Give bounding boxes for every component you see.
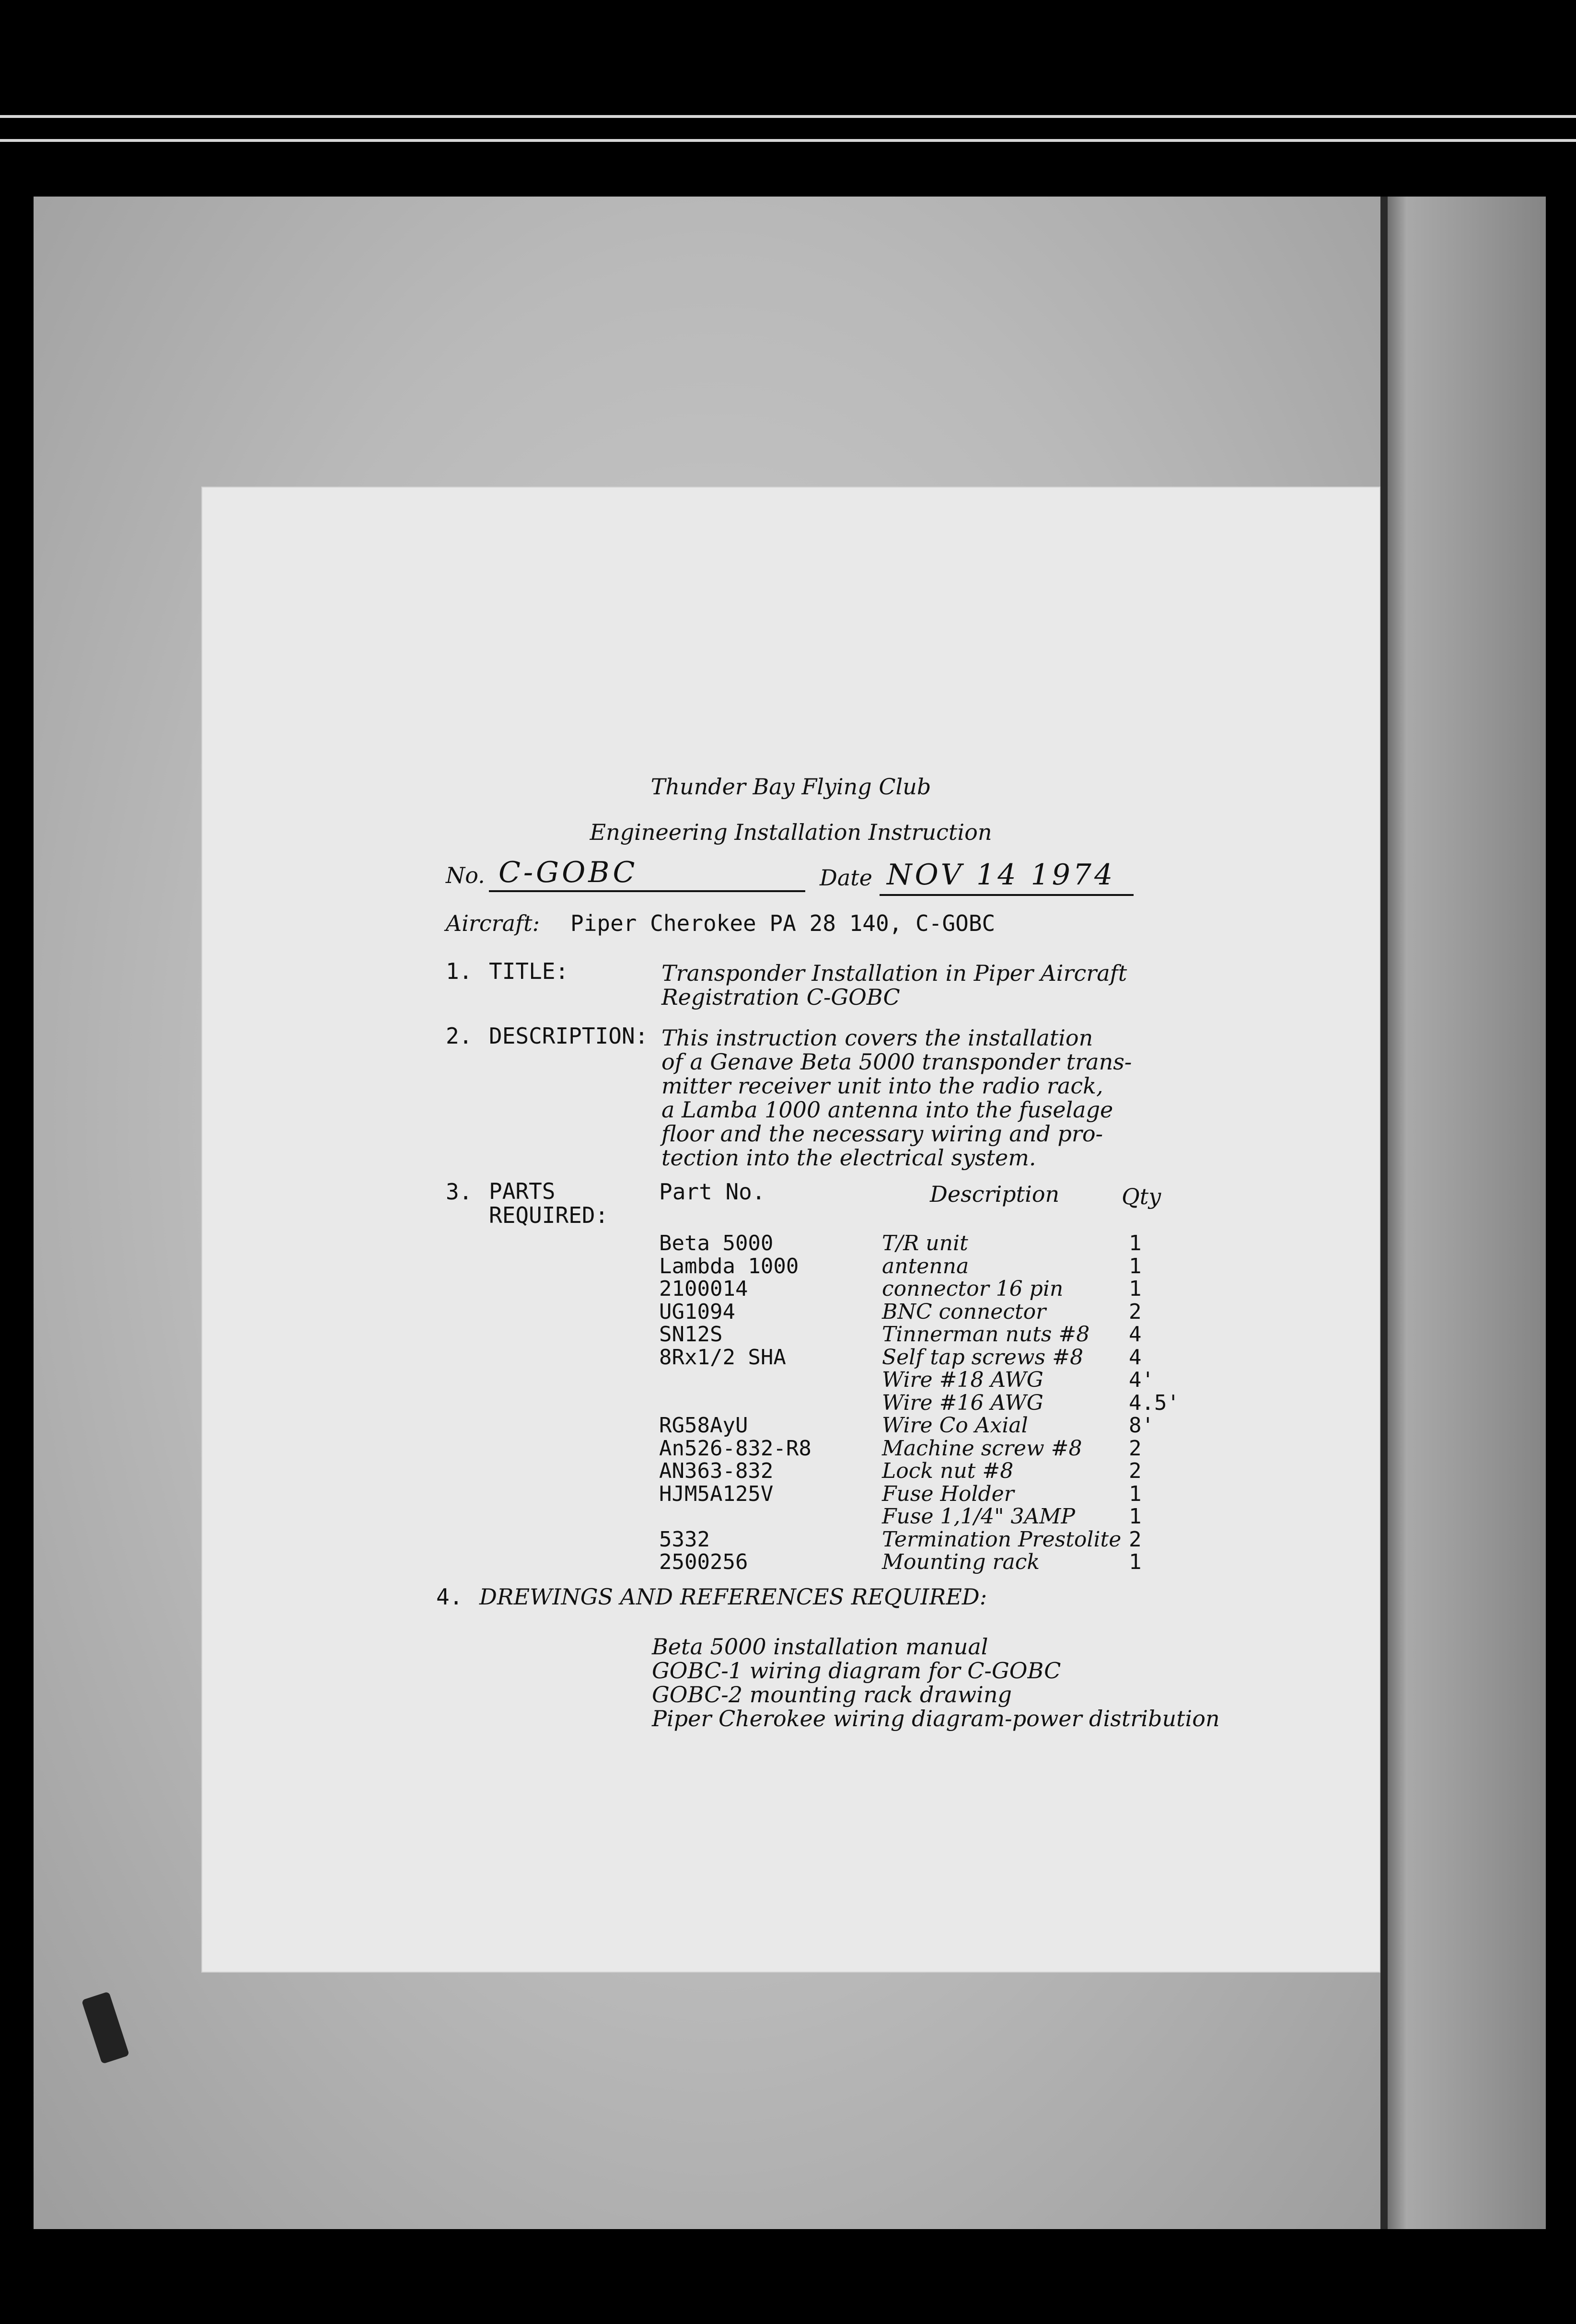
- part-qty-cell: 2: [1129, 1527, 1142, 1552]
- part-description-cell: Fuse 1,1/4" 3AMP: [882, 1504, 1075, 1529]
- section-4-number: 4.: [436, 1584, 463, 1610]
- parts-label-line: PARTS: [489, 1178, 556, 1204]
- part-number-cell: HJM5A125V: [659, 1482, 774, 1506]
- part-number-cell: Lambda 1000: [659, 1254, 799, 1278]
- part-description-cell: Machine screw #8: [882, 1436, 1082, 1461]
- reference-line: Piper Cherokee wiring diagram-power distribution: [652, 1706, 1220, 1731]
- number-value: C-GOBC: [498, 856, 638, 889]
- date-underline: [880, 894, 1134, 896]
- part-number-cell: An526-832-R8: [659, 1436, 811, 1461]
- part-description-cell: Wire #18 AWG: [882, 1368, 1043, 1392]
- part-description-cell: Lock nut #8: [882, 1459, 1014, 1483]
- section-2-label: DESCRIPTION:: [489, 1023, 649, 1049]
- part-description-cell: antenna: [882, 1254, 969, 1278]
- top-rule-2: [0, 139, 1576, 142]
- part-qty-cell: 1: [1129, 1254, 1142, 1278]
- section-4-list: [652, 1635, 1220, 1731]
- part-qty-cell: 1: [1129, 1277, 1142, 1301]
- part-number-cell: UG1094: [659, 1300, 735, 1324]
- part-qty-cell: 2: [1129, 1459, 1142, 1483]
- part-qty-cell: 1: [1129, 1550, 1142, 1574]
- section-1-number: 1.: [446, 958, 473, 984]
- section-3-label: [489, 1179, 608, 1227]
- part-description-cell: Mounting rack: [882, 1550, 1040, 1574]
- parts-header-qty: Qty: [1122, 1184, 1161, 1209]
- top-rule-1: [0, 115, 1576, 118]
- section-1-label: TITLE:: [489, 958, 569, 984]
- part-description-cell: Tinnerman nuts #8: [882, 1322, 1090, 1347]
- part-number-cell: 2500256: [659, 1550, 748, 1574]
- part-number-cell: Beta 5000: [659, 1231, 774, 1255]
- aircraft-value: Piper Cherokee PA 28 140, C-GOBC: [570, 910, 996, 936]
- part-number-cell: AN363-832: [659, 1459, 774, 1483]
- reference-line: GOBC-1 wiring diagram for C-GOBC: [652, 1658, 1061, 1684]
- part-description-cell: Self tap screws #8: [882, 1345, 1083, 1370]
- part-number-cell: 5332: [659, 1527, 710, 1552]
- part-qty-cell: 8': [1129, 1413, 1154, 1438]
- section-3-number: 3.: [446, 1179, 473, 1205]
- description-line: mitter receiver unit into the radio rack,: [661, 1073, 1103, 1099]
- reference-line: GOBC-2 mounting rack drawing: [652, 1682, 1012, 1708]
- part-number-cell: SN12S: [659, 1322, 723, 1347]
- part-description-cell: Wire Co Axial: [882, 1413, 1028, 1438]
- description-line: This instruction covers the installation: [661, 1025, 1093, 1051]
- reference-line: Beta 5000 installation manual: [652, 1634, 988, 1660]
- part-qty-cell: 1: [1129, 1482, 1142, 1506]
- part-qty-cell: 2: [1129, 1436, 1142, 1461]
- part-number-cell: RG58AyU: [659, 1413, 748, 1438]
- date-label: Date: [820, 865, 873, 891]
- club-name: Thunder Bay Flying Club: [650, 774, 931, 800]
- part-qty-cell: 4.5': [1129, 1391, 1180, 1415]
- part-qty-cell: 4': [1129, 1368, 1154, 1392]
- title-line: Transponder Installation in Piper Aircraft: [661, 960, 1127, 986]
- part-description-cell: connector 16 pin: [882, 1277, 1064, 1301]
- part-qty-cell: 4: [1129, 1322, 1142, 1347]
- part-description-cell: T/R unit: [882, 1231, 968, 1255]
- number-underline: [489, 890, 805, 892]
- section-2-number: 2.: [446, 1023, 473, 1049]
- document-subtitle: Engineering Installation Instruction: [590, 819, 992, 845]
- part-number-cell: 2100014: [659, 1277, 748, 1301]
- part-description-cell: Fuse Holder: [882, 1482, 1014, 1506]
- section-4-label: DREWINGS AND REFERENCES REQUIRED:: [479, 1584, 987, 1610]
- section-1-text: [661, 961, 1127, 1009]
- part-qty-cell: 2: [1129, 1300, 1142, 1324]
- description-line: floor and the necessary wiring and pro-: [661, 1121, 1103, 1147]
- date-value: NOV 14 1974: [887, 858, 1116, 892]
- part-description-cell: Wire #16 AWG: [882, 1391, 1043, 1415]
- parts-label-line: REQUIRED:: [489, 1202, 609, 1228]
- description-line: of a Genave Beta 5000 transponder trans-: [661, 1049, 1132, 1075]
- aircraft-label: Aircraft:: [446, 910, 540, 936]
- part-description-cell: BNC connector: [882, 1300, 1046, 1324]
- board-right-strip: [1388, 197, 1546, 2229]
- part-qty-cell: 1: [1129, 1504, 1142, 1529]
- parts-header-part-no: Part No.: [659, 1179, 765, 1205]
- description-line: a Lamba 1000 antenna into the fuselage: [661, 1097, 1113, 1123]
- part-qty-cell: 4: [1129, 1345, 1142, 1370]
- document-page: [201, 487, 1380, 1973]
- part-qty-cell: 1: [1129, 1231, 1142, 1255]
- section-2-text: [661, 1026, 1132, 1170]
- part-number-cell: 8Rx1/2 SHA: [659, 1345, 786, 1370]
- parts-header-description: Description: [930, 1181, 1060, 1207]
- description-line: tection into the electrical system.: [661, 1145, 1036, 1171]
- part-description-cell: Termination Prestolite: [882, 1527, 1122, 1552]
- title-line: Registration C-GOBC: [661, 984, 900, 1010]
- number-label: No.: [446, 862, 485, 888]
